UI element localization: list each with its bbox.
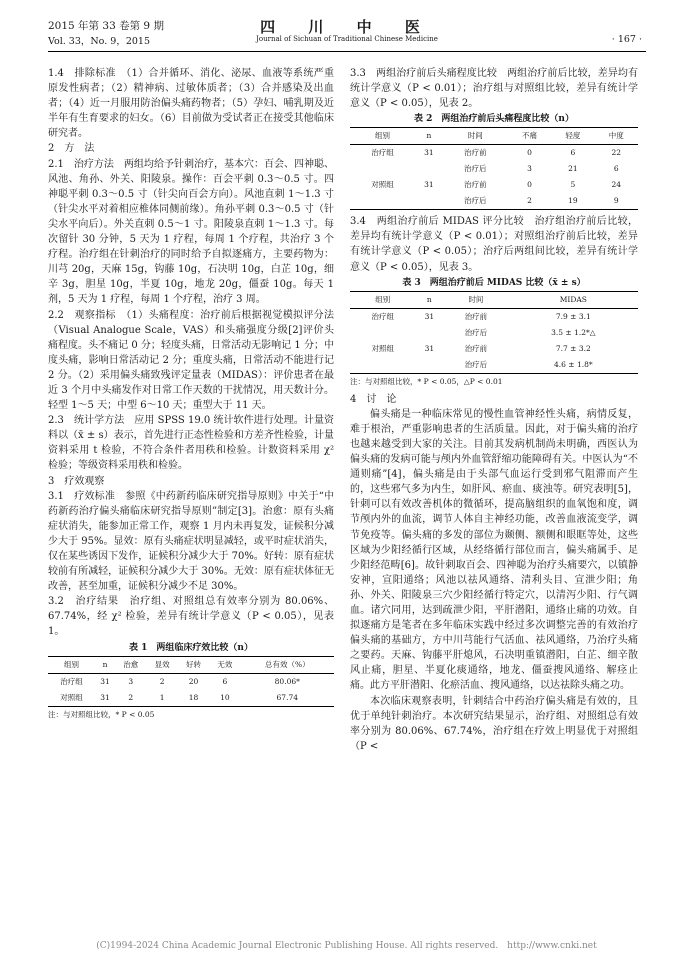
- table-header-cell: MIDAS: [559, 294, 587, 304]
- table-cell: 2: [128, 692, 134, 702]
- table-cell: [415, 193, 443, 210]
- table-header-cell: 中度: [608, 131, 624, 141]
- table-cell: [415, 161, 443, 177]
- table-cell: 治疗组: [371, 148, 394, 158]
- copyright-footer: (C)1994-2024 China Academic Journal Electronic Publishing House. All rights reserved. http://www.cnki.net: [96, 941, 597, 951]
- table-row: [350, 177, 638, 193]
- table-cell: 治疗组: [60, 676, 83, 686]
- table-cell: 治疗后: [464, 196, 487, 206]
- table-cell: 0: [527, 180, 532, 190]
- table-cell: [350, 161, 415, 177]
- treatment-method: 2.1 治疗方法 两组均给予针刺治疗，基本穴：百会、四神聪、风池、角孙、外关、阳陵泉。操作：百会平刺 0.3～0.5 寸。四神聪平刺 0.3～0.5 寸（针尖向百会方向）。风池直刺 1～1.3 寸（针尖水平对着相应椎体同侧前缘）。角孙平刺 0.3～0.5 寸（针尖水平向后）。外关直刺 0.5～1 寸。阳陵泉直刺 1～1.3 寸。每次留针 30 分钟，5 天为 1 疗程，每周 1 个疗程，共治疗 3 个疗程。治疗组在针刺治疗的同时给予自拟逐痛方，主要药物为：川芎 20g，天麻 15g，钩藤 10g，石决明 10g，白芷 10g，细辛 3g，胆星 10g，半夏 10g，地龙 20g，僵蚕 10g。每天 1 剂，5 天为 1 疗程，每周 1 个疗程，治疗 3 周。: [48, 158, 334, 306]
- table-header-cell: n: [426, 131, 432, 141]
- table-cell: 治疗组: [371, 311, 394, 321]
- table-header-cell: n: [102, 659, 108, 669]
- table-cell: [350, 193, 415, 210]
- statistics-method: 2.3 统计学方法 应用 SPSS 19.0 统计软件进行处理。计量资料以（x̄ ± s）表示，首先进行正态性检验和方差齐性检验，计量资料采用 t 检验，不符合条件者用秩和检验。计数资料采用 χ² 检验；等级资料采用秩和检验。: [48, 415, 334, 472]
- table1-caption: 表 1 两组临床疗效比较（n）: [129, 642, 253, 653]
- table-cell: 对照组: [60, 692, 83, 702]
- journal-title-cn: 四 川 中 医: [260, 18, 434, 36]
- table-header-cell: 轻度: [565, 131, 581, 141]
- table-cell: 7.9 ± 3.1: [555, 311, 591, 321]
- table-header-cell: 组别: [375, 294, 391, 304]
- page-number: · 167 ·: [611, 34, 642, 45]
- table-header-row: [350, 128, 638, 145]
- table-cell: 22: [611, 148, 622, 158]
- table-cell: 80.06*: [274, 676, 300, 686]
- table-cell: 6: [222, 676, 228, 686]
- table-cell: [415, 325, 443, 341]
- table-header-row: [48, 656, 334, 673]
- section-heading-efficacy: 3 疗效观察: [48, 475, 105, 487]
- table-header-cell: 时间: [467, 131, 483, 141]
- issue-cn: 2015 年第 33 卷第 9 期: [48, 20, 164, 32]
- page-header: [48, 16, 646, 52]
- efficacy-criteria: 3.1 疗效标准 参照《中药新药临床研究指导原则》中关于“中药新药治疗偏头痛临床研究指导原则”制定[3]。治愈：原有头痛症状消失，能参加正常工作，观察 1 月内未再复发，证候积分减少大于 95%。显效：原有头痛症状明显减轻，或平时症状消失，仅在某些诱因下发作，证候积分减少大于 70%。好转：原有症状较前有所减轻，证候积分减少大于 30%。无效：原有症状体征无改善，甚至加重，证候积分减少不足 30%。: [48, 490, 334, 593]
- table1: [48, 656, 334, 707]
- table-cell: 治疗后: [464, 359, 488, 369]
- table-cell: 治疗后: [464, 327, 488, 337]
- table-cell: 24: [611, 180, 622, 190]
- exclusion-criteria: 1.4 排除标准 （1）合并循环、消化、泌尿、血液等系统严重原发性病者；（2）精神病、过敏体质者；（3）合并感染及出血者；（4）近一月服用防治偏头痛药物者；（5）孕妇、哺乳期及近半年有生育要求的妇女。（6）目前做为受试者正在接受其他临床研究者。: [48, 68, 334, 140]
- table-cell: 3: [527, 164, 532, 174]
- table-header-cell: 组别: [64, 659, 80, 669]
- table-cell: 31: [100, 692, 110, 702]
- table-cell: 10: [220, 692, 230, 702]
- table-cell: [350, 325, 415, 341]
- table-header-cell: 治愈: [123, 659, 139, 669]
- table-header-cell: 无效: [217, 659, 233, 669]
- table-header-cell: 好转: [185, 659, 201, 669]
- table-row: [350, 161, 638, 177]
- table-cell: 67.74: [276, 692, 299, 702]
- table-cell: 治疗前: [464, 311, 488, 321]
- table-cell: 31: [424, 311, 435, 321]
- table-row: [48, 673, 334, 690]
- table3: [350, 291, 638, 374]
- table-cell: 1: [159, 692, 165, 702]
- table-cell: 2: [527, 196, 532, 206]
- table-header-cell: 不痛: [521, 131, 537, 141]
- issue-en: Vol. 33，No. 9，2015: [48, 36, 150, 47]
- table-cell: 7.7 ± 3.2: [555, 343, 591, 353]
- table-cell: 3.5 ± 1.2*△: [551, 327, 596, 337]
- table-cell: 治疗前: [464, 148, 487, 158]
- table-cell: 4.6 ± 1.8*: [554, 359, 593, 369]
- midas-comparison: 3.4 两组治疗前后 MIDAS 评分比较 治疗组治疗前后比较，差异均有统计学意义（P < 0.01）；对照组治疗前后比较，差异有统计学意义（P < 0.05）；治疗后两组间比较，差异有统计学意义（P < 0.05），见表 3。: [350, 216, 638, 273]
- table-cell: 5: [570, 180, 576, 190]
- table-cell: 治疗前: [464, 343, 488, 353]
- table-row: [350, 193, 638, 210]
- table-cell: 2: [159, 676, 165, 686]
- table-cell: 20: [188, 676, 199, 686]
- table-header-row: [350, 291, 638, 308]
- table-cell: 3: [128, 676, 134, 686]
- table2-caption: 表 2 两组治疗前后头痛程度比较（n）: [414, 114, 574, 125]
- table-row: [350, 308, 638, 325]
- conclusion-paragraph: 本次临床观察表明，针刺结合中药治疗偏头痛是有效的，且优于单纯针刺治疗。本次研究结果显示，治疗组、对照组总有效率分别为 80.06%、67.74%，治疗组在疗效上明显优于对照组（P <: [350, 695, 638, 752]
- table-cell: 6: [613, 164, 619, 174]
- discussion-paragraph: 偏头痛是一种临床常见的慢性血管神经性头痛，病情反复，难于根治，严重影响患者的生活质量。因此，对于偏头痛的治疗也越来越受到大家的关注。目前其发病机制尚未明确，西医认为偏头痛的发病可能与颅内外血管舒缩功能障碍有关。中医认为“不通则痛”[4]，偏头痛是由于头部气血运行受到邪气阻滞而产生的，这些邪气多为内生，如肝风、瘀血、痰浊等。研究表明[5]，针刺可以有效改善机体的微循环，提高脑组织的血氧饱和度，调节颅内外的血流，调节人体自主神经功能，改善血液流变学，调节免疫等。偏头痛的多发的部位为颞侧、额侧和眼眶等处，这些区域为少阳经循行区域，从经络循行部位而言，偏头痛属手、足少阳经范畴[6]。故针刺取百会、四神聪为治疗头痛要穴，以镇静安神，宣阳通络；风池以祛风通络、清利头目、宣泄少阳；角孙、外关、阳陵泉三穴少阳经循行特定穴，以清泻少阳、行气调血。诸穴同用，达到疏泄少阳，平肝潜阳，通络止痛的功效。自拟逐痛方是笔者在多年临床实践中经过多次调整完善的有效治疗偏头痛的基础方，方中川芎能行气活血、祛风通络，乃治疗头痛之要药。天麻、钩藤平肝熄风，石决明重镇潜阳，白芷、细辛散风止痛，胆星、半夏化痰通络，地龙、僵蚕搜风通络、解痉止痛。此方平肝潜阳、化瘀活血、搜风通络，以达祛除头痛之功。: [350, 408, 638, 692]
- table-cell: 0: [527, 148, 532, 158]
- table-cell: 18: [188, 692, 199, 702]
- table-cell: 9: [613, 196, 619, 206]
- table-row: [350, 325, 638, 341]
- table-cell: 对照组: [371, 180, 394, 190]
- section-heading-discussion: 4 讨 论: [350, 393, 397, 405]
- table-cell: [415, 357, 443, 374]
- table-cell: 31: [100, 676, 110, 686]
- left-column: [48, 66, 334, 725]
- table-cell: 21: [568, 164, 578, 174]
- table2: [350, 127, 638, 210]
- table-cell: 19: [568, 196, 578, 206]
- observation-index: 2.2 观察指标 （1）头痛程度：治疗前后根据视觉模拟评分法（Visual Analogue Scale，VAS）和头痛强度分级[2]评价头痛程度。头不痛记 0 分；轻度头痛，日常活动无影响记 1 分；中度头痛，影响日常活动记 2 分；重度头痛，日常活动不能进行记 2 分。（2）采用偏头痛致残评定量表（MIDAS）：评价患者在最近 3 个月中头痛发作对日常工作天数的干扰情况，用天数计分。轻型 1～5 天；中型 6～10 天；重型大于 11 天。: [48, 309, 334, 412]
- table-header-cell: 显效: [154, 659, 170, 669]
- table-cell: 对照组: [371, 343, 394, 353]
- section-heading-methods: 2 方 法: [48, 143, 95, 155]
- table-header-cell: 组别: [375, 131, 391, 141]
- table3-note: 注：与对照组比较，* P < 0.05，△P < 0.01: [350, 376, 503, 386]
- table-row: [48, 690, 334, 707]
- table-cell: 31: [424, 180, 434, 190]
- headache-degree-comparison: 3.3 两组治疗前后头痛程度比较 两组治疗前后比较，差异均有统计学意义（P < 0.01）；治疗组与对照组比较，差异有统计学意义（P < 0.05），见表 2。: [350, 68, 638, 110]
- table-cell: 6: [570, 148, 576, 158]
- right-column: [350, 66, 638, 754]
- table-row: [350, 341, 638, 357]
- table-header-cell: 时间: [468, 294, 484, 304]
- table-cell: 治疗前: [464, 180, 487, 190]
- table-cell: 31: [424, 343, 435, 353]
- table-row: [350, 357, 638, 374]
- table-row: [350, 145, 638, 162]
- table3-caption: 表 3 两组治疗前后 MIDAS 比较（x̄ ± s）: [402, 277, 586, 288]
- table-cell: [350, 357, 415, 374]
- table-header-cell: 总有效（%）: [264, 659, 310, 669]
- table1-note: 注：与对照组比较，* P < 0.05: [48, 709, 155, 719]
- journal-title-en: Journal of Sichuan of Traditional Chinese Medicine: [256, 35, 438, 43]
- table-cell: 治疗后: [464, 164, 487, 174]
- table-header-cell: n: [426, 294, 432, 304]
- table-cell: 31: [424, 148, 434, 158]
- treatment-result: 3.2 治疗结果 治疗组、对照组总有效率分别为 80.06%、67.74%，经 χ² 检验，差异有统计学意义（P < 0.05），见表 1。: [48, 596, 334, 638]
